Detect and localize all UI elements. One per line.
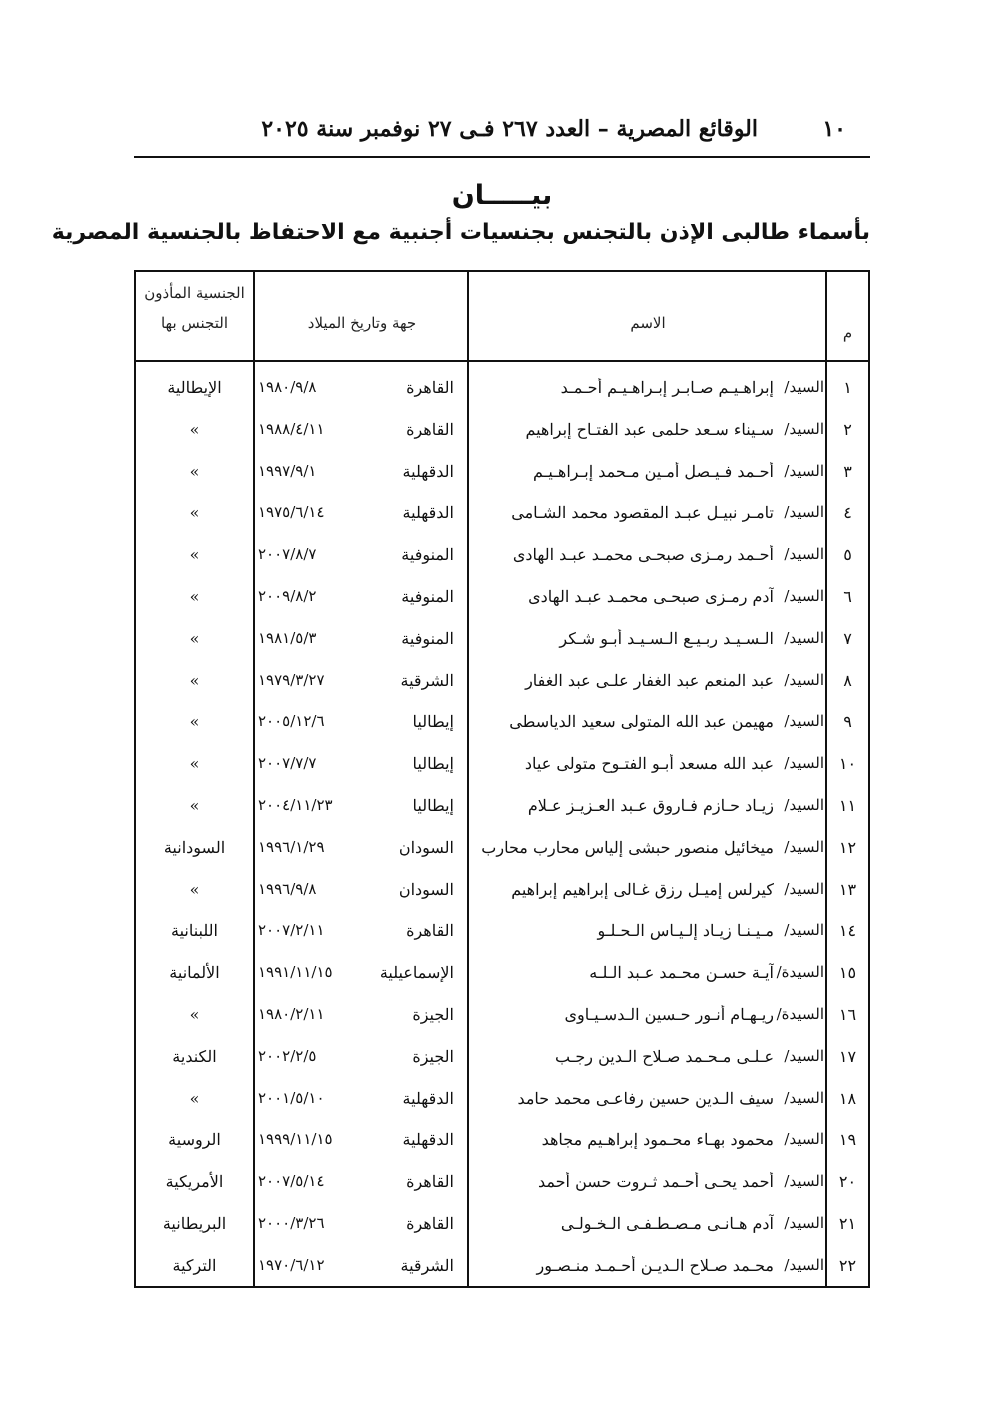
row-birthdate: ٢٠٠٩/٨/٢ xyxy=(258,586,317,605)
row-number: ٧ xyxy=(843,628,852,648)
row-birthplace: المنوفية xyxy=(401,545,454,565)
header-number xyxy=(827,272,868,360)
row-number: ١٠ xyxy=(838,754,857,774)
row-nationality: » xyxy=(189,1088,200,1108)
table-row xyxy=(136,493,868,535)
table-row xyxy=(136,661,868,703)
row-name: ميخائيل منصور حبشى إلياس محارب محارب xyxy=(481,837,774,857)
row-name: أحـمد فـيـصل أمـين مـحمد إبـراهـيـم xyxy=(533,461,774,481)
header-nationality xyxy=(134,272,255,360)
table-body xyxy=(136,368,868,1288)
row-nationality: الألمانية xyxy=(169,963,220,983)
row-birthdate: ١٩٨٠/٩/٨ xyxy=(258,378,317,396)
row-birthdate: ٢٠٠٧/٨/٧ xyxy=(258,545,317,564)
row-name: آدم رمـزى صبحـى محمـد عبـد الهادى xyxy=(528,586,774,606)
row-title: السيد/ xyxy=(784,378,824,396)
row-nationality: » xyxy=(189,503,200,523)
row-birthdate: ٢٠٠٧/٥/١٤ xyxy=(258,1172,325,1191)
row-title: السيد/ xyxy=(784,879,824,898)
row-title: السيد/ xyxy=(784,712,824,731)
document-title: بيـــــان xyxy=(451,180,553,211)
row-nationality: الكندية xyxy=(172,1046,217,1066)
page-number: ١٠ xyxy=(822,116,846,142)
row-name: محـمد صـلاح الـديـن أحـمـد منـصـور xyxy=(536,1255,774,1275)
row-birthdate: ١٩٨١/٥/٣ xyxy=(258,628,317,647)
table-row xyxy=(136,452,868,494)
row-birthplace: الدقهلية xyxy=(402,503,454,523)
row-number: ٢٢ xyxy=(838,1255,857,1275)
table-row xyxy=(136,828,868,870)
table-row xyxy=(136,619,868,661)
row-nationality: الأمريكية xyxy=(165,1172,224,1192)
row-title: السيد/ xyxy=(784,921,824,940)
row-number: ٨ xyxy=(843,670,852,690)
row-title: السيد/ xyxy=(784,754,824,773)
row-birthplace: السودان xyxy=(398,879,454,899)
table-row xyxy=(136,535,868,577)
row-name: عبد الله مسعد أبـو الفتـوح متولى عياد xyxy=(524,754,774,774)
row-birthdate: ٢٠٠٠/٣/٢٦ xyxy=(258,1213,325,1232)
header-title: الوقائع المصرية – العدد ٢٦٧ فـى ٢٧ نوفمبر سنة ٢٠٢٥ xyxy=(261,116,758,142)
row-title: السيدة/ xyxy=(776,1004,824,1023)
row-number: ٦ xyxy=(843,586,852,606)
row-title: السيد/ xyxy=(784,795,824,814)
row-birthdate: ١٩٩١/١١/١٥ xyxy=(258,963,333,982)
row-birthplace: الدقهلية xyxy=(402,1088,454,1108)
row-title: السيد/ xyxy=(784,1046,824,1065)
page-header xyxy=(134,112,870,158)
row-number: ١٧ xyxy=(838,1046,857,1066)
row-birthdate: ١٩٧٥/٦/١٤ xyxy=(258,503,325,522)
table-row xyxy=(136,577,868,619)
row-name: عـلـى مـحـمد صـلاح الـدين رجـب xyxy=(554,1046,774,1066)
row-name: عبد المنعم عبد الغفار علـى عبد الغفار xyxy=(525,670,774,690)
table-row xyxy=(136,1246,868,1288)
row-number: ١ xyxy=(843,378,852,397)
row-number: ٤ xyxy=(843,503,852,523)
row-number: ١٤ xyxy=(838,921,857,941)
row-nationality: » xyxy=(189,545,200,565)
row-title: السيد/ xyxy=(784,837,824,856)
row-name: مـيـنـا زيـاد إلـيـاس الـحـلـو xyxy=(597,921,774,941)
row-number: ١١ xyxy=(838,795,857,815)
header-place-date xyxy=(255,272,469,360)
row-nationality: الروسية xyxy=(168,1130,221,1150)
row-birthplace: القاهرة xyxy=(406,1213,454,1233)
row-name: كيرلس إميـل رزق غـالى إبراهيم إبراهيم xyxy=(511,879,774,899)
row-name: ريـهـام أنـور حـسين الـدسـيـاوى xyxy=(564,1004,774,1024)
row-birthdate: ٢٠٠٢/٢/٥ xyxy=(258,1046,317,1065)
table-row xyxy=(136,410,868,452)
row-nationality: » xyxy=(189,712,200,732)
row-birthplace: المنوفية xyxy=(401,628,454,648)
row-name: آدم هـانـى مـصـطـفـى الـخـولـى xyxy=(560,1213,774,1233)
row-birthplace: الجيزة xyxy=(412,1046,454,1066)
header-number-label: م xyxy=(842,324,853,342)
row-name: مهيمن عبد الله المتولى سعيد الدياسطى xyxy=(509,712,774,732)
row-number: ٥ xyxy=(843,545,852,565)
row-nationality: » xyxy=(189,670,200,690)
row-title: السيد/ xyxy=(784,1130,824,1149)
row-birthplace: الشرقية xyxy=(400,1255,454,1275)
row-title: السيد/ xyxy=(784,461,824,480)
row-number: ١٢ xyxy=(838,837,857,857)
row-birthdate: ٢٠٠١/٥/١٠ xyxy=(258,1088,325,1107)
header-name xyxy=(469,272,827,360)
row-birthplace: إيطاليا xyxy=(412,712,454,732)
row-nationality: البريطانية xyxy=(162,1213,227,1233)
row-birthdate: ٢٠٠٧/٧/٧ xyxy=(258,754,317,773)
row-title: السيد/ xyxy=(784,1172,824,1191)
table-row xyxy=(136,1162,868,1204)
row-title: السيد/ xyxy=(784,503,824,522)
row-birthplace: السودان xyxy=(398,837,454,857)
row-title: السيدة/ xyxy=(776,963,824,982)
row-number: ٢١ xyxy=(838,1213,857,1233)
row-nationality: اللبنانية xyxy=(170,921,218,941)
table-row xyxy=(136,911,868,953)
row-name: تامـر نبيـل عبـد المقصود محمد الشـامى xyxy=(511,503,774,523)
row-birthdate: ١٩٧٠/٦/١٢ xyxy=(258,1255,325,1274)
row-number: ١٣ xyxy=(838,879,857,899)
row-number: ٣ xyxy=(843,461,852,481)
row-name: أحـمد رمـزى صبحـى محمـد عبـد الهادى xyxy=(512,545,774,565)
row-birthdate: ١٩٨٠/٢/١١ xyxy=(258,1004,325,1023)
table-row xyxy=(136,744,868,786)
table-row xyxy=(136,1079,868,1121)
row-birthdate: ١٩٩٦/١/٢٩ xyxy=(258,837,325,856)
row-title: السيد/ xyxy=(784,545,824,564)
header-place-date-label: جهة وتاريخ الميلاد xyxy=(307,314,417,332)
row-nationality: الإيطالية xyxy=(167,378,222,397)
row-number: ٢ xyxy=(843,419,852,439)
row-number: ١٨ xyxy=(838,1088,857,1108)
row-name: أحمد يحـى أحـمد ثـروت حسن أحمد xyxy=(538,1172,774,1192)
table-row xyxy=(136,786,868,828)
row-number: ٩ xyxy=(843,712,852,732)
row-birthplace: القاهرة xyxy=(406,419,454,439)
row-birthdate: ٢٠٠٧/٢/١١ xyxy=(258,921,325,940)
row-birthplace: الدقهلية xyxy=(402,1130,454,1150)
row-title: السيد/ xyxy=(784,1088,824,1107)
row-title: السيد/ xyxy=(784,586,824,605)
row-name: زيـاد حـازم فـاروق عـبد العـزيـز عـلام xyxy=(527,795,774,815)
row-birthplace: إيطاليا xyxy=(412,795,454,815)
row-number: ٢٠ xyxy=(838,1172,857,1192)
row-number: ١٥ xyxy=(838,963,857,983)
row-nationality: » xyxy=(189,795,200,815)
row-birthdate: ١٩٩٦/٩/٨ xyxy=(258,879,317,898)
row-birthplace: الإسماعيلية xyxy=(379,963,454,983)
table-row xyxy=(136,1120,868,1162)
row-name: سيف الـدين حسين رفاعـى محمد حامد xyxy=(517,1088,774,1108)
row-birthdate: ١٩٩٧/٩/١ xyxy=(258,461,317,480)
row-title: السيد/ xyxy=(784,419,824,438)
header-name-label: الاسم xyxy=(630,314,666,332)
header-nationality-line1: الجنسية المأذون xyxy=(144,284,245,302)
header-nationality-line2: التجنس بها xyxy=(160,314,229,332)
row-birthplace: الشرقية xyxy=(400,670,454,690)
table-row xyxy=(136,995,868,1037)
row-title: السيد/ xyxy=(784,1213,824,1232)
row-name: إبراهـيـم صـابـر إبـراهـيـم أحـمـد xyxy=(560,378,774,397)
row-nationality: » xyxy=(189,461,200,481)
row-nationality: السودانية xyxy=(163,837,226,857)
row-number: ١٩ xyxy=(838,1130,857,1150)
row-title: السيد/ xyxy=(784,628,824,647)
applicants-table xyxy=(134,270,870,1288)
table-row xyxy=(136,1037,868,1079)
row-birthplace: القاهرة xyxy=(406,1172,454,1192)
row-nationality: » xyxy=(189,586,200,606)
table-row xyxy=(136,1204,868,1246)
row-birthplace: القاهرة xyxy=(406,378,454,397)
row-nationality: » xyxy=(189,754,200,774)
row-birthplace: القاهرة xyxy=(406,921,454,941)
row-birthdate: ٢٠٠٤/١١/٢٣ xyxy=(258,795,333,814)
row-birthplace: الدقهلية xyxy=(402,461,454,481)
row-birthplace: المنوفية xyxy=(401,586,454,606)
row-nationality: » xyxy=(189,879,200,899)
row-birthplace: الجيزة xyxy=(412,1004,454,1024)
table-row xyxy=(136,368,868,410)
row-title: السيد/ xyxy=(784,1255,824,1274)
row-birthdate: ١٩٧٩/٣/٢٧ xyxy=(258,670,325,689)
row-birthdate: ١٩٩٩/١١/١٥ xyxy=(258,1130,333,1149)
row-birthdate: ٢٠٠٥/١٢/٦ xyxy=(258,712,325,731)
row-name: آيـة حسـن محـمد عـبد الـلـه xyxy=(589,963,774,983)
row-nationality: » xyxy=(189,1004,200,1024)
row-birthdate: ١٩٨٨/٤/١١ xyxy=(258,419,325,438)
row-nationality: التركية xyxy=(172,1255,217,1275)
row-title: السيد/ xyxy=(784,670,824,689)
row-nationality: » xyxy=(189,419,200,439)
row-name: سـيناء سـعد حلمى عبد الفتـاح إبراهيم xyxy=(525,419,774,439)
row-number: ١٦ xyxy=(838,1004,857,1024)
table-row xyxy=(136,870,868,912)
row-birthplace: إيطاليا xyxy=(412,754,454,774)
header-divider xyxy=(136,360,868,362)
table-row xyxy=(136,702,868,744)
row-nationality: » xyxy=(189,628,200,648)
document-subtitle: بأسماء طالبى الإذن بالتجنس بجنسيات أجنبية مع الاحتفاظ بالجنسية المصرية xyxy=(51,220,870,245)
row-name: الـسـيـد ربـيـع الـسـيـد أبـو شـكر xyxy=(559,628,774,648)
row-name: محمود بهـاء محـمود إبراهـيم مجاهد xyxy=(541,1130,774,1150)
table-row xyxy=(136,953,868,995)
